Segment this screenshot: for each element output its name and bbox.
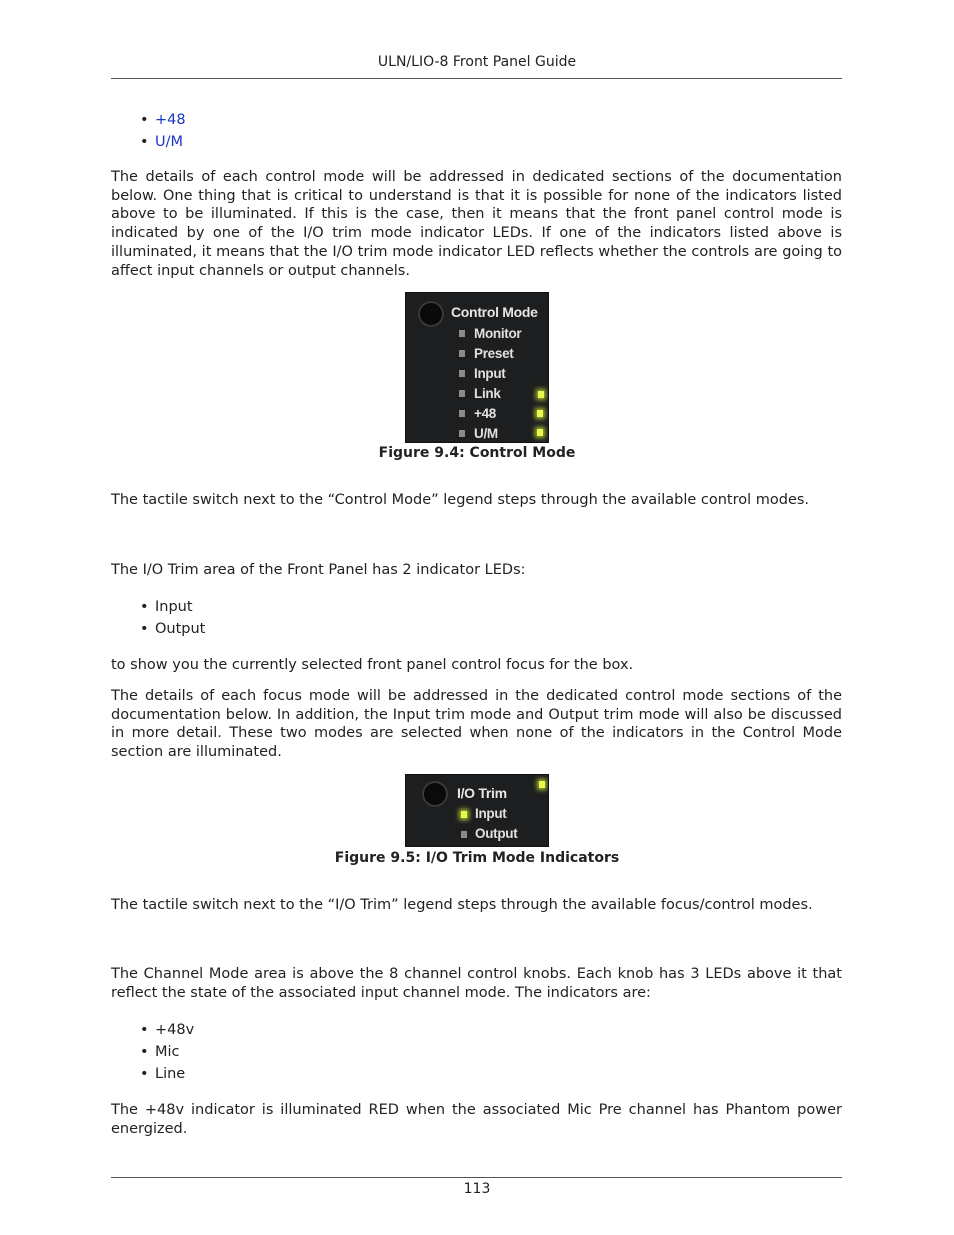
- led-lit-top: [539, 781, 545, 788]
- list-item[interactable]: [140, 109, 186, 131]
- led-plus48: [459, 410, 465, 417]
- control-mode-list: [140, 109, 186, 153]
- paragraph-focus-mode-details: The details of each focus mode will be addressed in the dedicated control mode sections of the documentation below. In addition, the Input trim mode and Output trim mode will also be discussed in more detail. These two modes are selected when none of the indicators in the Control Mode section are illuminated.: [111, 688, 842, 761]
- list-item: [140, 1063, 194, 1085]
- channel-mode-list: [140, 1019, 194, 1085]
- list-item: [140, 618, 205, 640]
- link-um[interactable]: U/M: [155, 134, 184, 150]
- led-io-output: [461, 831, 467, 838]
- label-um: U/M: [474, 426, 498, 441]
- list-item[interactable]: [140, 131, 186, 153]
- label-monitor: Monitor: [474, 326, 522, 341]
- figure-caption-9-5: Figure 9.5: I/O Trim Mode Indicators: [334, 850, 620, 866]
- list-item-label: +48v: [155, 1022, 195, 1038]
- link-plus48[interactable]: +48: [155, 112, 186, 128]
- list-item-label: Line: [155, 1066, 186, 1082]
- paragraph-channel-mode: The Channel Mode area is above the 8 channel control knobs. Each knob has 3 LEDs above it that reflect the state of the associated input channel mode. The indicators are:: [111, 966, 842, 1001]
- led-preset: [459, 350, 465, 357]
- led-lit-3: [537, 429, 543, 436]
- paragraph-io-trim-switch: The tactile switch next to the “I/O Trim” legend steps through the available focus/control modes.: [111, 897, 813, 913]
- page-number: 113: [463, 1181, 491, 1197]
- label-preset: Preset: [474, 346, 514, 361]
- led-io-input: [461, 811, 467, 818]
- control-mode-switch-knob: [418, 301, 444, 327]
- paragraph-focus: to show you the currently selected front panel control focus for the box.: [111, 657, 634, 673]
- paragraph-48v-indicator: The +48v indicator is illuminated RED when the associated Mic Pre channel has Phantom power energized.: [111, 1102, 842, 1137]
- page-header-title: ULN/LIO-8 Front Panel Guide: [377, 54, 577, 70]
- list-item-label: Input: [155, 599, 193, 615]
- label-plus48: +48: [474, 406, 496, 421]
- io-trim-legend: I/O Trim: [457, 785, 507, 801]
- list-item: [140, 1041, 194, 1063]
- list-item: [140, 1019, 194, 1041]
- label-input: Input: [474, 366, 506, 381]
- paragraph-control-mode-switch: The tactile switch next to the “Control Mode” legend steps through the available control modes.: [111, 492, 810, 508]
- label-io-input: Input: [475, 806, 507, 821]
- list-item-label: Output: [155, 621, 206, 637]
- control-mode-photo: [405, 292, 549, 443]
- figure-caption-9-4: Figure 9.4: Control Mode: [378, 445, 576, 461]
- io-trim-list: [140, 596, 205, 640]
- label-link: Link: [474, 386, 501, 401]
- led-lit-1: [538, 391, 544, 398]
- led-lit-2: [537, 410, 543, 417]
- label-io-output: Output: [475, 826, 518, 841]
- led-monitor: [459, 330, 465, 337]
- led-input: [459, 370, 465, 377]
- led-link: [459, 390, 465, 397]
- footer-rule: [111, 1177, 842, 1178]
- header-rule: [111, 78, 842, 79]
- paragraph-io-trim-intro: The I/O Trim area of the Front Panel has 2 indicator LEDs:: [111, 562, 526, 578]
- led-um: [459, 430, 465, 437]
- control-mode-legend: Control Mode: [451, 304, 538, 320]
- list-item: [140, 596, 205, 618]
- io-trim-switch-knob: [422, 781, 448, 807]
- io-trim-photo: [405, 774, 549, 847]
- paragraph-control-mode-details: The details of each control mode will be addressed in dedicated sections of the documentation below. One thing that is critical to understand is that it is possible for none of the indicators listed above to be illuminated. If this is the case, then it means that the front panel control mode is indicated by one of the I/O trim mode indicator LEDs. If one of the indicators listed above is illuminated, it means that the I/O trim mode indicator LED reflects whether the controls are going to affect input channels or output channels.: [111, 169, 842, 279]
- list-item-label: Mic: [155, 1044, 180, 1060]
